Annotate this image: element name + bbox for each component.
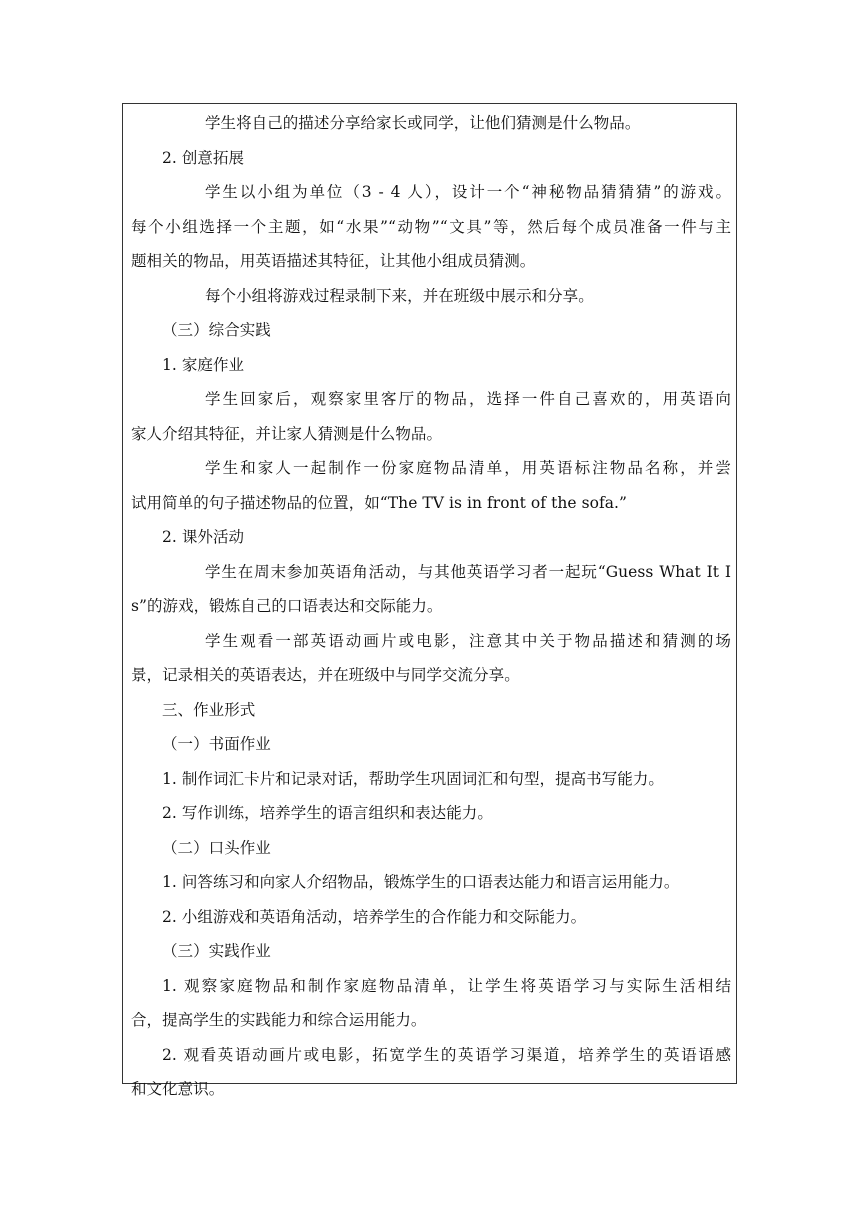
paragraph-line: s”的游戏，锻炼自己的口语表达和交际能力。 <box>131 597 443 615</box>
paragraph-line: 家人介绍其特征，并让家人猜测是什么物品。 <box>131 424 443 443</box>
section-heading: （一）书面作业 <box>162 735 271 753</box>
paragraph-line: 学生在周末参加英语角活动，与其他英语学习者一起玩“Guess What It I <box>205 562 731 581</box>
paragraph-line: 题相关的物品，用英语描述其特征，让其他小组成员猜测。 <box>131 252 536 270</box>
document-body <box>131 106 731 1107</box>
list-item: 2. 小组游戏和英语角活动，培养学生的合作能力和交际能力。 <box>162 907 587 926</box>
section-heading: 三、作业形式 <box>162 700 256 719</box>
list-item: 1. 制作词汇卡片和记录对话，帮助学生巩固词汇和句型，提高书写能力。 <box>162 769 664 788</box>
list-item: 1. 问答练习和向家人介绍物品，锻炼学生的口语表达能力和语言运用能力。 <box>162 873 680 891</box>
paragraph-line: 试用简单的句子描述物品的位置，如“The TV is in front of the sofa.” <box>131 493 627 512</box>
paragraph-line: 学生和家人一起制作一份家庭物品清单，用英语标注物品名称，并尝 <box>205 459 731 477</box>
paragraph-line: 景，记录相关的英语表达，并在班级中与同学交流分享。 <box>131 666 520 684</box>
paragraph-line: 学生观看一部英语动画片或电影，注意其中关于物品描述和猜测的场 <box>205 631 731 650</box>
paragraph-line: 学生以小组为单位（3 - 4 人），设计一个“神秘物品猜猜猜”的游戏。 <box>205 183 731 201</box>
paragraph-line: 每个小组选择一个主题，如“水果”“动物”“文具”等，然后每个成员准备一件与主 <box>131 217 731 236</box>
paragraph-line: 每个小组将游戏过程录制下来，并在班级中展示和分享。 <box>205 286 594 305</box>
paragraph-line: 学生回家后，观察家里客厅的物品，选择一件自己喜欢的，用英语向 <box>205 390 731 408</box>
paragraph-line: 学生将自己的描述分享给家长或同学，让他们猜测是什么物品。 <box>205 114 641 132</box>
list-item-heading: 2. 创意拓展 <box>162 148 245 167</box>
list-item-heading: 2. 课外活动 <box>162 528 245 546</box>
section-heading: （三）综合实践 <box>162 321 271 339</box>
section-heading: （二）口头作业 <box>162 838 271 857</box>
list-item: 2. 观看英语动画片或电影，拓宽学生的英语学习渠道，培养学生的英语语感 <box>162 1045 731 1064</box>
paragraph-line: 和文化意识。 <box>131 1080 225 1098</box>
list-item: 2. 写作训练，培养学生的语言组织和表达能力。 <box>162 804 493 822</box>
list-item-heading: 1. 家庭作业 <box>162 355 245 374</box>
paragraph-line: 合，提高学生的实践能力和综合运用能力。 <box>131 1011 427 1029</box>
section-heading: （三）实践作业 <box>162 942 271 960</box>
list-item: 1. 观察家庭物品和制作家庭物品清单，让学生将英语学习与实际生活相结 <box>162 976 731 995</box>
